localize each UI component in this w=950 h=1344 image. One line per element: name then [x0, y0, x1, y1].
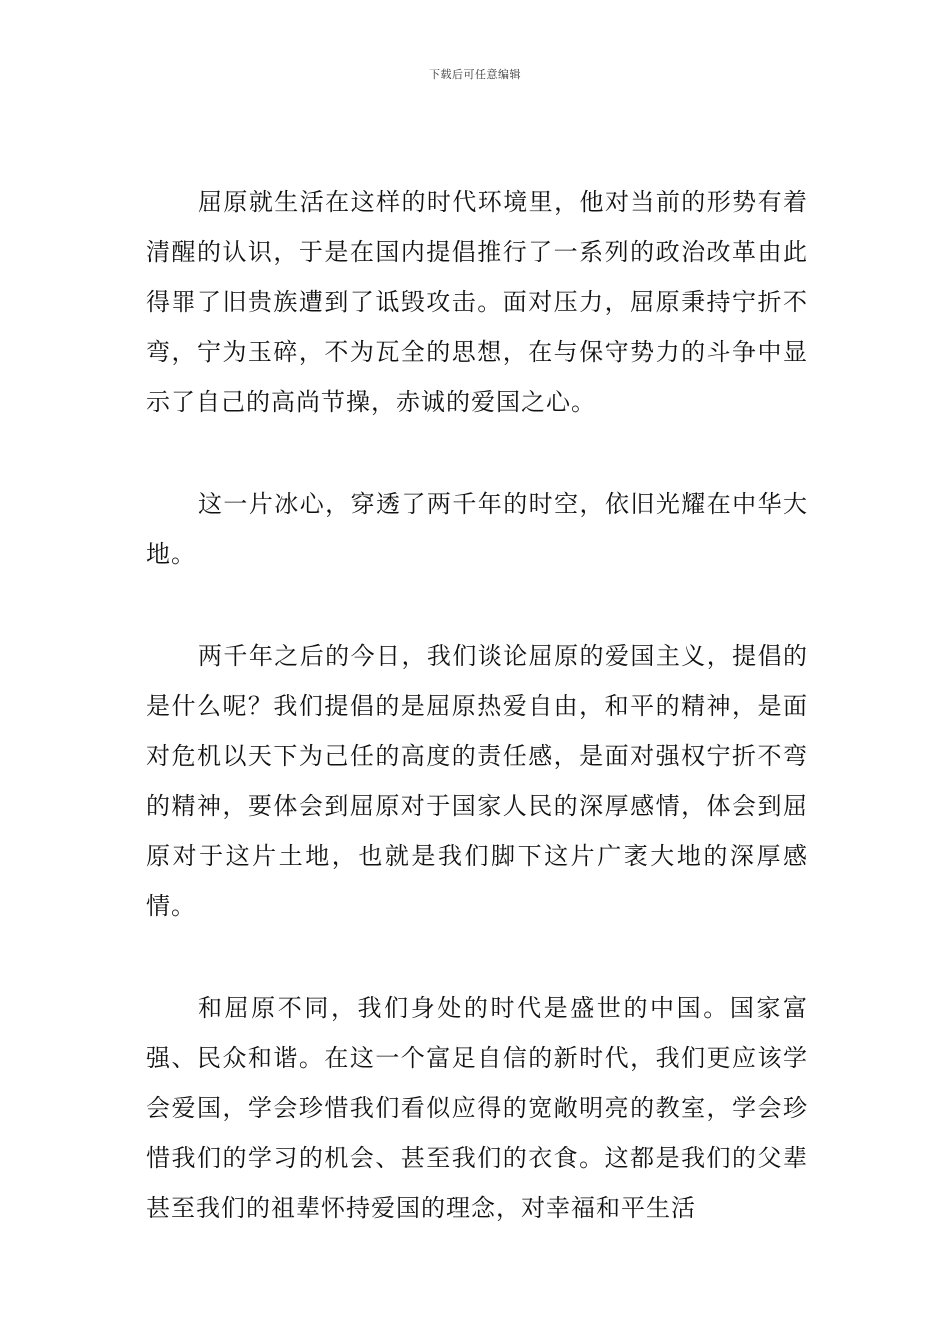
document-body	[146, 177, 808, 1233]
page-header: 下载后可任意编辑	[429, 68, 521, 81]
paragraph-1: 屈原就生活在这样的时代环境里，他对当前的形势有着清醒的认识，于是在国内提倡推行了一系列的政治改革由此得罪了旧贵族遭到了诋毁攻击。面对压力，屈原秉持宁折不弯，宁为玉碎，不为瓦全的思想，在与保守势力的斗争中显示了自己的高尚节操，赤诚的爱国之心。	[146, 188, 808, 416]
paragraph-4: 和屈原不同，我们身处的时代是盛世的中国。国家富强、民众和谐。在这一个富足自信的新时代，我们更应该学会爱国，学会珍惜我们看似应得的宽敞明亮的教室，学会珍惜我们的学习的机会、甚至我们的衣食。这都是我们的父辈甚至我们的祖辈怀持爱国的理念，对幸福和平生活	[146, 994, 808, 1222]
paragraph-3: 两千年之后的今日，我们谈论屈原的爱国主义，提倡的是什么呢？我们提倡的是屈原热爱自由，和平的精神，是面对危机以天下为己任的高度的责任感，是面对强权宁折不弯的精神，要体会到屈原对于国家人民的深厚感情，体会到屈原对于这片土地，也就是我们脚下这片广袤大地的深厚感情。	[146, 642, 808, 920]
paragraph-2: 这一片冰心，穿透了两千年的时空，依旧光耀在中华大地。	[146, 490, 808, 568]
